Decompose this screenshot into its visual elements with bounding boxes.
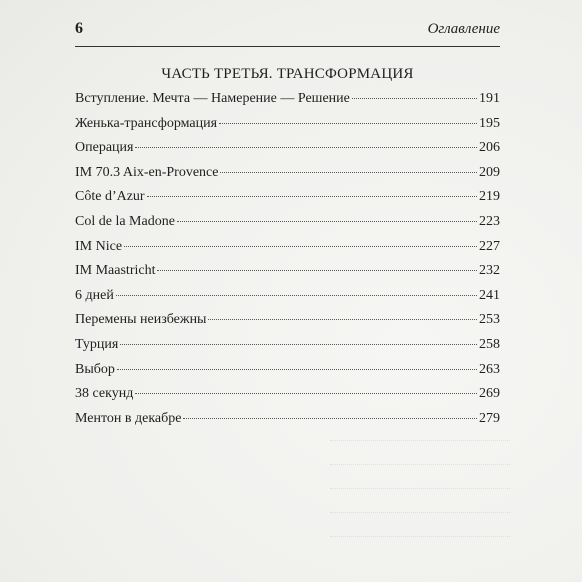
toc-entry-title: Ментон в декабре [75, 410, 182, 426]
part-title: ЧАСТЬ ТРЕТЬЯ. ТРАНСФОРМАЦИЯ [161, 66, 414, 82]
toc-entry-page: 219 [479, 189, 500, 205]
toc-entry-title: Операция [75, 140, 134, 156]
running-title: Оглавление [427, 21, 500, 37]
toc-entry-title: Выбор [75, 361, 115, 377]
toc-entry-title: 38 секунд [75, 386, 134, 402]
toc-entry-page: 191 [479, 91, 500, 106]
toc-entry-page: 206 [479, 140, 500, 156]
toc-entry-title: IM 70.3 Aix-en-Provence [75, 164, 219, 180]
toc-entry-title: Перемены неизбежны [75, 312, 207, 328]
dot-leader [124, 246, 477, 247]
toc-entry [75, 337, 500, 362]
toc-entry [75, 116, 500, 141]
toc-entry-page: 209 [479, 164, 500, 180]
dot-leader [147, 196, 477, 197]
page-number: 6 [75, 20, 83, 37]
toc-entry-page: 263 [479, 361, 500, 377]
dot-leader [208, 319, 477, 320]
toc-entry [75, 362, 500, 387]
page-header [75, 18, 500, 47]
toc-entry-title: IM Nice [75, 238, 123, 254]
toc-entry [75, 386, 500, 411]
toc-entry-page: 279 [479, 410, 500, 426]
toc-entry-title: Col de la Madone [75, 213, 175, 229]
toc-entry-title: Côte d’Azur [75, 189, 145, 205]
toc-entry-page: 195 [479, 115, 500, 131]
dot-leader [135, 147, 477, 148]
table-of-contents [75, 91, 500, 435]
toc-entry-title: IM Maastricht [75, 263, 156, 279]
toc-entry-title: 6 дней [75, 287, 114, 303]
toc-entry-page: 258 [479, 336, 500, 352]
dot-leader [220, 172, 477, 173]
dot-leader [135, 393, 477, 394]
toc-entry [75, 91, 500, 116]
toc-entry [75, 263, 500, 288]
toc-entry [75, 312, 500, 337]
show-through-texture [330, 430, 510, 560]
toc-entry-page: 227 [479, 238, 500, 254]
toc-entry-title: Турция [75, 336, 119, 352]
toc-entry-title: Женька-трансформация [75, 115, 218, 131]
toc-entry [75, 288, 500, 313]
dot-leader [120, 344, 477, 345]
toc-entry [75, 411, 500, 436]
toc-entry [75, 165, 500, 190]
toc-entry [75, 214, 500, 239]
dot-leader [177, 221, 477, 222]
toc-entry [75, 140, 500, 165]
dot-leader [183, 418, 477, 419]
dot-leader [116, 295, 477, 296]
toc-entry-page: 241 [479, 287, 500, 303]
toc-entry [75, 189, 500, 214]
toc-entry-page: 269 [479, 386, 500, 402]
toc-entry-title: Вступление. Мечта — Намерение — Решение [75, 91, 350, 106]
dot-leader [117, 369, 477, 370]
toc-entry [75, 239, 500, 264]
dot-leader [219, 123, 477, 124]
toc-entry-page: 253 [479, 312, 500, 328]
dot-leader [157, 270, 477, 271]
dot-leader [352, 98, 477, 99]
toc-entry-page: 223 [479, 213, 500, 229]
toc-entry-page: 232 [479, 263, 500, 279]
